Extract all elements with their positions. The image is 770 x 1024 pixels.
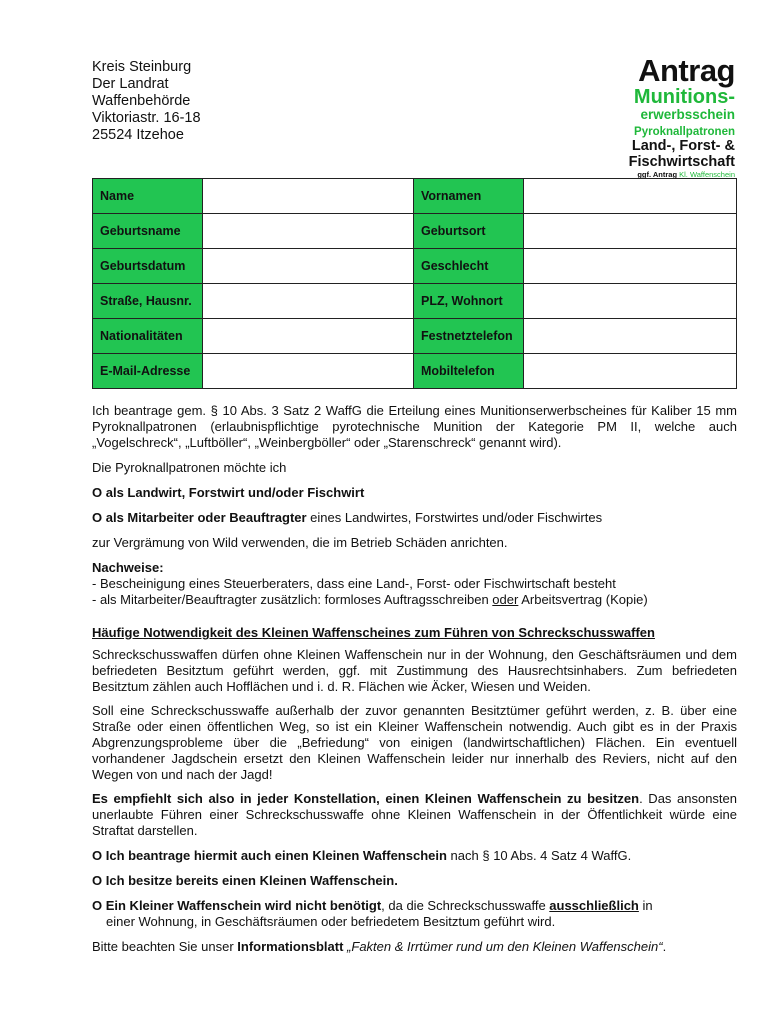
- info-note: [92, 939, 737, 955]
- field-label: Geburtsname: [93, 214, 203, 249]
- field-label: Name: [93, 179, 203, 214]
- section-heading: Häufige Notwendigkeit des Kleinen Waffenscheines zum Führen von Schreckschusswaffen: [92, 625, 655, 640]
- title-munitions: Munitions-: [633, 86, 735, 108]
- title-sector-line1: Land-, Forst- &: [631, 138, 735, 154]
- table-row: [93, 354, 737, 389]
- name-field[interactable]: [203, 179, 414, 214]
- address-line: Der Landrat: [92, 76, 169, 92]
- address-line: Viktoriastr. 16-18: [92, 110, 201, 126]
- recommendation-text: . Das ansonsten unerlaubte Führen einer Schreckschusswaffe ohne Kleinen Waffenschein in der Öffentlichkeit würde eine Straftat darstellen.: [92, 791, 737, 838]
- festnetztelefon-field[interactable]: [524, 319, 737, 354]
- geschlecht-field[interactable]: [524, 249, 737, 284]
- email-field[interactable]: [203, 354, 414, 389]
- field-label: E-Mail-Adresse: [93, 354, 203, 389]
- choice-not-needed[interactable]: [92, 898, 737, 914]
- title-pyroknallpatronen: Pyroknallpatronen: [634, 125, 735, 138]
- option-text: eines Landwirtes, Forstwirtes und/oder Fischwirtes: [306, 510, 603, 525]
- note-text: Bitte beachten Sie unser: [92, 939, 238, 954]
- field-label: Nationalitäten: [93, 319, 203, 354]
- choice-label: O Ein Kleiner Waffenschein wird nicht benötigt: [92, 898, 382, 913]
- paragraph: Soll eine Schreckschusswaffe außerhalb der zuvor genannten Besitztümer geführt werden, z. B. über eine Straße oder einen öffentlichen Weg, so ist ein Kleiner Waffenschein notwendig. Auch gibt es in der Praxis Abgrenzungsprobleme über die „Befriedung“ von einigen (landwirtschaftlichen) Flächen. Ein eventuell vorhandener Jagdschein ersetzt den Kleinen Waffenschein leider nur innerhalb des Reviers, nicht auf den Wegen von und nach der Jagd!: [92, 703, 737, 782]
- recommendation-paragraph: [92, 791, 737, 839]
- table-row: [93, 214, 737, 249]
- proof-text: - als Mitarbeiter/Beauftragter zusätzlich: formloses Auftragsschreiben: [92, 592, 493, 607]
- table-row: [93, 284, 737, 319]
- link-kleiner-waffenschein[interactable]: Kl. Waffenschein: [679, 170, 735, 179]
- intro-paragraph: Ich beantrage gem. § 10 Abs. 3 Satz 2 WaffG die Erteilung eines Munitionserwerbscheines für Kaliber 15 mm Pyroknallpatronen (erlaubnispflichtige pyrotechnische Munition der Kategorie PM II, welche auch „Vogelschreck“, „Luftböller“, „Weinbergböller“ oder „Starenschreck“ genannt wird).: [92, 403, 737, 450]
- choice-text: in: [638, 898, 653, 913]
- field-label: Mobiltelefon: [414, 354, 524, 389]
- choice-text: , da die Schreckschusswaffe: [381, 898, 550, 913]
- address-line: Waffenbehörde: [92, 93, 191, 109]
- field-label: Geschlecht: [414, 249, 524, 284]
- choice-text: nach § 10 Abs. 4 Satz 4 WaffG.: [446, 848, 632, 863]
- usage-text: zur Vergrämung von Wild verwenden, die im Betrieb Schäden anrichten.: [92, 535, 508, 550]
- address-line: 25524 Itzehoe: [92, 127, 184, 143]
- option-landwirt[interactable]: O als Landwirt, Forstwirt und/oder Fischwirt: [92, 485, 365, 500]
- note-end: .: [662, 939, 667, 954]
- field-label: PLZ, Wohnort: [414, 284, 524, 319]
- recommendation-bold: Es empfiehlt sich also in jeder Konstellation, einen Kleinen Waffenschein zu besitzen: [92, 791, 640, 806]
- proof-item: [92, 592, 737, 608]
- address-line: Kreis Steinburg: [92, 59, 192, 75]
- geburtsname-field[interactable]: [203, 214, 414, 249]
- optional-prefix: ggf. Antrag: [637, 170, 678, 179]
- purpose-text: Die Pyroknallpatronen möchte ich: [92, 460, 287, 475]
- choice-emphasis: ausschließlich: [549, 898, 639, 913]
- nationalitaeten-field[interactable]: [203, 319, 414, 354]
- geburtsort-field[interactable]: [524, 214, 737, 249]
- note-title: „Fakten & Irrtümer rund um den Kleinen Waffenschein“: [343, 939, 663, 954]
- table-row: [93, 249, 737, 284]
- vornamen-field[interactable]: [524, 179, 737, 214]
- field-label: Geburtsdatum: [93, 249, 203, 284]
- option-label: O als Mitarbeiter oder Beauftragter: [92, 510, 307, 525]
- proof-text: Arbeitsvertrag (Kopie): [518, 592, 648, 607]
- authority-address: [92, 59, 201, 144]
- form-title: [629, 55, 735, 188]
- form-body: [92, 403, 737, 955]
- choice-apply-waffenschein[interactable]: [92, 848, 737, 864]
- personal-data-table: [92, 178, 737, 389]
- title-antrag: Antrag: [638, 53, 735, 88]
- field-label: Vornamen: [414, 179, 524, 214]
- proof-item: - Bescheinigung eines Steuerberaters, dass eine Land-, Forst- oder Fischwirtschaft besteht: [92, 576, 616, 591]
- field-label: Straße, Hausnr.: [93, 284, 203, 319]
- geburtsdatum-field[interactable]: [203, 249, 414, 284]
- proof-or: oder: [492, 592, 519, 607]
- choice-continuation: einer Wohnung, in Geschäftsräumen oder befriedetem Besitztum geführt wird.: [106, 914, 556, 929]
- choice-label: O Ich beantrage hiermit auch einen Kleinen Waffenschein: [92, 848, 447, 863]
- mobiltelefon-field[interactable]: [524, 354, 737, 389]
- table-row: [93, 179, 737, 214]
- strasse-field[interactable]: [203, 284, 414, 319]
- title-erwerbsschein: erwerbsschein: [640, 107, 735, 122]
- proof-heading: Nachweise:: [92, 560, 164, 575]
- paragraph: Schreckschusswaffen dürfen ohne Kleinen Waffenschein nur in der Wohnung, den Geschäftsräumen und dem befriedeten Besitztum geführt werden, ggf. mit Zustimmung des Hausrechtsinhabers. Zum befriedeten Besitztum zählen auch Hofflächen und i. d. R. Flächen wie Äcker, Wiesen und Weiden.: [92, 647, 737, 694]
- title-sector-line2: Fischwirtschaft: [628, 154, 735, 170]
- field-label: Geburtsort: [414, 214, 524, 249]
- choice-already-owns[interactable]: O Ich besitze bereits einen Kleinen Waffenschein.: [92, 873, 398, 888]
- option-mitarbeiter[interactable]: [92, 510, 737, 526]
- field-label: Festnetztelefon: [414, 319, 524, 354]
- table-row: [93, 319, 737, 354]
- note-bold: Informationsblatt: [237, 939, 344, 954]
- plz-wohnort-field[interactable]: [524, 284, 737, 319]
